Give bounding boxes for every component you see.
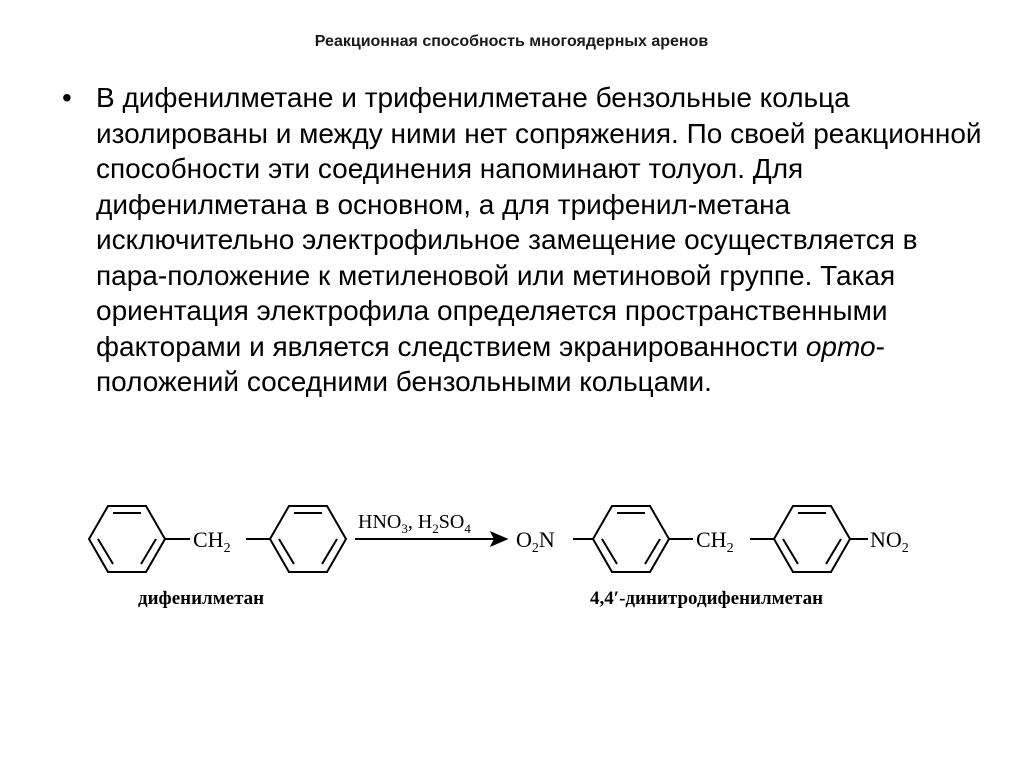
paragraph-italic-orto: орто	[805, 330, 876, 362]
ch2-label-left: $CH_2$	[193, 527, 231, 556]
paragraph-text-part-2: -положений соседними бензольными кольцами.	[96, 330, 885, 397]
paragraph-text-part-1: В дифенилметане и трифенилметане бензольные кольца изолированы и между ними нет сопряжения. По своей реакционной способности эти соединения напоминают толуол. Для дифенилметана в основном, а для трифенил-метана исключительно электрофильное замещение осуществляется в пара-положение к метиленовой или метиновой группе. Такая ориентация электрофила определяется пространственными факторами и является следствием экранированности	[96, 82, 982, 362]
benzene-ring-4	[774, 506, 850, 572]
reagents-label: $HNO_3$, $H_2SO_4$	[358, 511, 471, 536]
caption-dinitrodiphenylmethane: 4,4′-динитродифенилметан	[590, 588, 824, 609]
benzene-ring-3	[593, 506, 669, 572]
benzene-ring-1	[89, 506, 165, 572]
benzene-ring-2	[270, 506, 346, 572]
arrow-head	[492, 533, 506, 545]
o2n-label: $O_2N$	[516, 527, 555, 556]
bullet-marker: •	[62, 82, 72, 113]
caption-diphenylmethane: дифенилметан	[138, 588, 265, 609]
slide-title: Реакционная способность многоядерных аренов	[314, 33, 709, 50]
ch2-label-center: $CH_2$	[696, 527, 734, 556]
no2-label: $NO_2$	[870, 527, 909, 556]
